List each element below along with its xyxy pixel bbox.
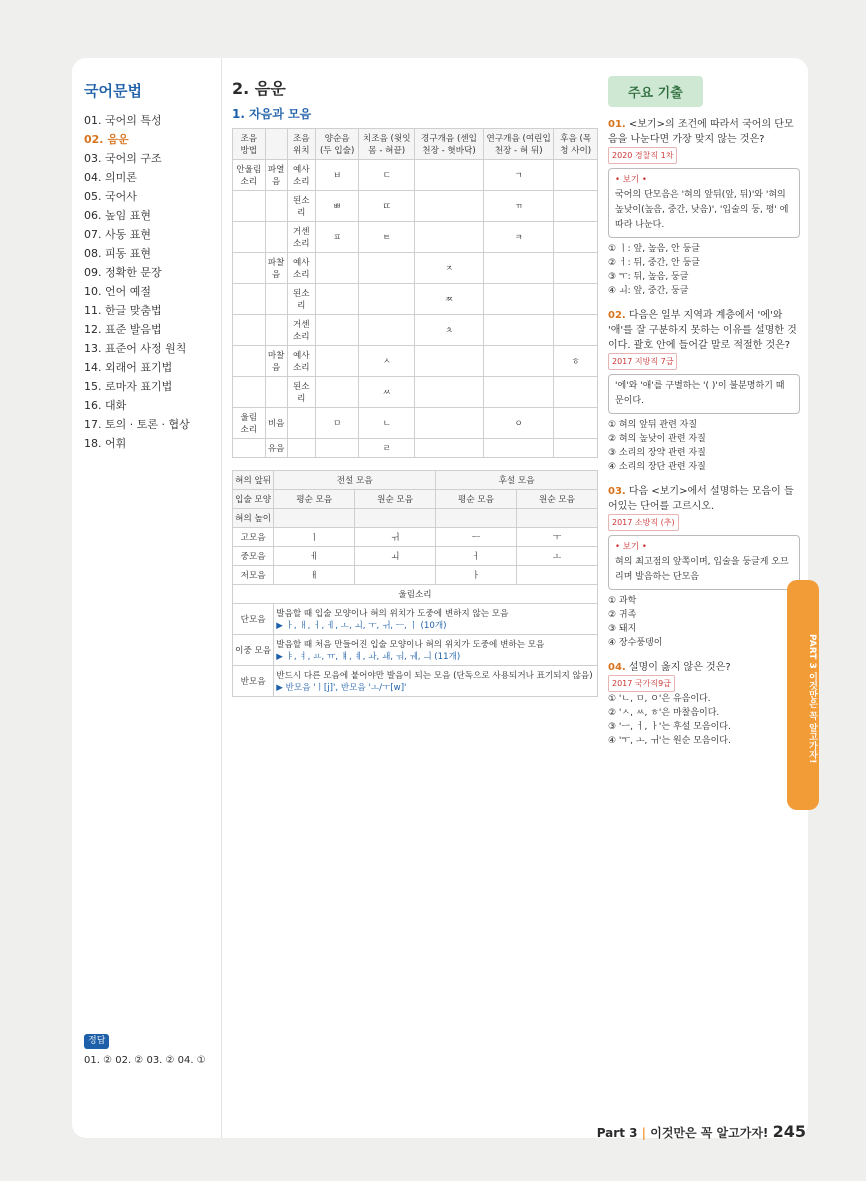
- question-text: <보기>의 조건에 따라서 국어의 단모음을 나눈다면 가장 맞지 않는 것은?: [608, 119, 794, 145]
- method-cell: [265, 191, 287, 222]
- page-number: 245: [772, 1122, 806, 1141]
- consonant-table: [232, 128, 598, 458]
- group-cell: [233, 346, 266, 377]
- type-cell: 예사소리: [287, 253, 315, 284]
- consonant-cell: [415, 377, 484, 408]
- vowel-type-note: ▶ ㅑ, ㅕ, ㅛ, ㅠ, ㅒ, ㅖ, ㅘ, ㅙ, ㅝ, ㅞ, ㅢ (11개): [276, 652, 461, 662]
- type-cell: [287, 439, 315, 458]
- page: [72, 58, 808, 1138]
- consonant-cell: [315, 346, 359, 377]
- vowel-cell: ㅗ: [516, 547, 597, 566]
- method-cell: [265, 284, 287, 315]
- sidebar-item[interactable]: 05. 국어사: [84, 190, 137, 203]
- header-cell: [516, 509, 597, 528]
- example-text: 국어의 단모음은 '혀의 앞뒤(앞, 뒤)'와 '혀의 높낮이(높음, 중간, 낮음)', '입술의 둥, 평' 에 따라 나눈다.: [615, 190, 789, 230]
- option[interactable]: ② ㅓ: 뒤, 중간, 안 둥글: [608, 258, 700, 268]
- question-number: 01.: [608, 119, 626, 130]
- header-cell: 원순 모음: [516, 490, 597, 509]
- option[interactable]: ④ 'ㅜ, ㅗ, ㅟ'는 원순 모음이다.: [608, 736, 731, 746]
- consonant-row: [233, 439, 598, 458]
- vowel-type-row: [233, 666, 598, 697]
- option[interactable]: ① 과학: [608, 596, 637, 606]
- example-text: '에'와 '애'를 구별하는 '( )'이 불분명하기 때문이다.: [615, 381, 785, 406]
- consonant-row: [233, 191, 598, 222]
- vowel-group-row: [233, 585, 598, 604]
- answer-box: [84, 1033, 210, 1068]
- consonant-cell: ㄱ: [483, 160, 553, 191]
- header-cell: 전설 모음: [274, 471, 436, 490]
- method-cell: 파열음: [265, 160, 287, 191]
- sidebar-item[interactable]: 03. 국어의 구조: [84, 152, 162, 165]
- consonant-cell: ㅌ: [359, 222, 415, 253]
- example-box: [608, 374, 800, 414]
- consonant-cell: [315, 439, 359, 458]
- type-cell: 예사소리: [287, 346, 315, 377]
- consonant-cell: [415, 408, 484, 439]
- consonant-cell: [315, 253, 359, 284]
- consonant-cell: [483, 377, 553, 408]
- question: [608, 308, 800, 474]
- question: [608, 117, 800, 298]
- option[interactable]: ③ ㅜ: 뒤, 높음, 둥글: [608, 272, 689, 282]
- options: [608, 418, 800, 474]
- example-label: • 보기 •: [615, 542, 647, 552]
- vowel-cell: ㅡ: [436, 528, 517, 547]
- consonant-cell: [554, 191, 598, 222]
- sidebar-item[interactable]: 14. 외래어 표기법: [84, 361, 173, 374]
- type-cell: [287, 408, 315, 439]
- footer-separator: |: [641, 1126, 647, 1140]
- footer-title: 이것만은 꼭 알고가자!: [650, 1126, 769, 1140]
- vowel-type-desc: [274, 604, 598, 635]
- consonant-cell: [315, 284, 359, 315]
- section-title: 2. 음운: [232, 79, 286, 98]
- consonant-cell: [554, 439, 598, 458]
- method-cell: 파찰음: [265, 253, 287, 284]
- consonant-cell: [554, 160, 598, 191]
- consonant-cell: [483, 439, 553, 458]
- header-cell: 원순 모음: [355, 490, 436, 509]
- consonant-row: [233, 346, 598, 377]
- vowel-type-name: 이중 모음: [233, 635, 274, 666]
- example-text: 혀의 최고점의 앞쪽이며, 입술을 둥글게 오므리며 발음하는 단모음: [615, 557, 789, 582]
- consonant-cell: ㅇ: [483, 408, 553, 439]
- consonant-row: [233, 253, 598, 284]
- consonant-cell: [483, 346, 553, 377]
- header-cell: [355, 509, 436, 528]
- question-number: 03.: [608, 486, 626, 497]
- sidebar-item[interactable]: 04. 의미론: [84, 171, 137, 184]
- header-cell: [274, 509, 355, 528]
- header-cell: [265, 129, 287, 160]
- option[interactable]: ① 'ㄴ, ㅁ, ㅇ'은 유음이다.: [608, 694, 711, 704]
- method-cell: [265, 315, 287, 346]
- option[interactable]: ③ 'ㅡ, ㅓ, ㅏ'는 후설 모음이다.: [608, 722, 731, 732]
- exam-tag: 2017 국가직9급: [608, 675, 675, 692]
- method-cell: 유음: [265, 439, 287, 458]
- group-cell: [233, 191, 266, 222]
- consonant-cell: ㄴ: [359, 408, 415, 439]
- sidebar-item[interactable]: 02. 음운: [84, 133, 129, 146]
- group-cell: 안울림 소리: [233, 160, 266, 191]
- consonant-row: [233, 315, 598, 346]
- option[interactable]: ③ 돼지: [608, 624, 637, 634]
- sidebar-item[interactable]: 12. 표준 발음법: [84, 323, 162, 336]
- header-cell: 조음 위치: [287, 129, 315, 160]
- header-cell: [436, 509, 517, 528]
- method-cell: [265, 377, 287, 408]
- sidebar-item[interactable]: 06. 높임 표현: [84, 209, 151, 222]
- example-box: [608, 535, 800, 590]
- vowel-type-row: [233, 604, 598, 635]
- header-cell: 후음 (목청 사이): [554, 129, 598, 160]
- question-head: [608, 484, 800, 514]
- vowel-height-cell: 중모음: [233, 547, 274, 566]
- consonant-cell: [483, 284, 553, 315]
- consonant-cell: ㄹ: [359, 439, 415, 458]
- option[interactable]: ① 혀의 앞뒤 관련 자질: [608, 420, 698, 430]
- vowel-type-desc: [274, 635, 598, 666]
- vowel-type-text: 발음할 때 처음 만들어진 입술 모양이나 혀의 위치가 도중에 변하는 모음: [276, 640, 545, 650]
- vowel-cell: ㅣ: [274, 528, 355, 547]
- options: [608, 594, 800, 650]
- vowel-height-cell: 고모음: [233, 528, 274, 547]
- header-cell: 양순음 (두 입술): [315, 129, 359, 160]
- sidebar-item[interactable]: 07. 사동 표현: [84, 228, 151, 241]
- consonant-cell: ㅉ: [415, 284, 484, 315]
- question-text: 다음은 일부 지역과 계층에서 '에'와 '애'를 잘 구분하지 못하는 이유를 설명한 것이다. 괄호 안에 들어갈 말로 적절한 것은?: [608, 310, 797, 351]
- vowel-cell: [355, 566, 436, 585]
- sidebar-item[interactable]: 18. 어휘: [84, 437, 127, 450]
- consonant-cell: [554, 284, 598, 315]
- type-cell: 된소리: [287, 377, 315, 408]
- vowel-cell: ㅟ: [355, 528, 436, 547]
- group-cell: [233, 439, 266, 458]
- consonant-cell: [359, 253, 415, 284]
- vowel-table: [232, 470, 598, 697]
- consonant-cell: [415, 439, 484, 458]
- option[interactable]: ① ㅣ: 앞, 높음, 안 둥글: [608, 244, 700, 254]
- consonant-cell: ㄸ: [359, 191, 415, 222]
- group-cell: 울림소리: [233, 585, 598, 604]
- consonant-cell: ㅆ: [359, 377, 415, 408]
- question-number: 02.: [608, 310, 626, 321]
- consonant-row: [233, 222, 598, 253]
- consonant-cell: ㅅ: [359, 346, 415, 377]
- consonant-cell: [315, 315, 359, 346]
- header-cell: 평순 모음: [436, 490, 517, 509]
- type-cell: 거센소리: [287, 222, 315, 253]
- sidebar: [72, 58, 222, 1138]
- consonant-cell: [483, 315, 553, 346]
- sidebar-item[interactable]: 17. 토의 · 토론 · 협상: [84, 418, 190, 431]
- sidebar-title: 국어문법: [84, 82, 142, 100]
- group-cell: [233, 253, 266, 284]
- question-list: [608, 117, 800, 748]
- vowel-cell: ㅚ: [355, 547, 436, 566]
- consonant-cell: ㅂ: [315, 160, 359, 191]
- sidebar-list: [84, 111, 209, 453]
- footer: [597, 1122, 806, 1141]
- consonant-cell: ㄷ: [359, 160, 415, 191]
- group-cell: 울림 소리: [233, 408, 266, 439]
- answer-text: 01. ② 02. ② 03. ② 04. ①: [84, 1055, 206, 1066]
- consonant-cell: ㅍ: [315, 222, 359, 253]
- vowel-type-name: 반모음: [233, 666, 274, 697]
- consonant-cell: [554, 253, 598, 284]
- consonant-header-row: [233, 129, 598, 160]
- question-text: 설명이 옳지 않은 것은?: [625, 662, 731, 673]
- vowel-height-cell: 저모음: [233, 566, 274, 585]
- exam-tag: 2017 소방직 (추): [608, 514, 679, 531]
- question-head: [608, 660, 800, 675]
- exam-panel: [608, 76, 800, 758]
- vowel-height-row: [233, 509, 598, 528]
- header-cell: 후설 모음: [436, 471, 598, 490]
- method-cell: 비음: [265, 408, 287, 439]
- side-tab: PART 3 이것만은 꼭 알고가자!: [787, 580, 819, 810]
- consonant-cell: ㅋ: [483, 222, 553, 253]
- header-cell: 평순 모음: [274, 490, 355, 509]
- exam-tag: 2017 지방직 7급: [608, 353, 677, 370]
- header-cell: 혀의 앞뒤: [233, 471, 274, 490]
- method-cell: 마찰음: [265, 346, 287, 377]
- type-cell: 된소리: [287, 191, 315, 222]
- consonant-cell: [554, 222, 598, 253]
- header-cell: 경구개음 (센입천장 - 혓바닥): [415, 129, 484, 160]
- vowel-cell: [516, 566, 597, 585]
- consonant-cell: [415, 160, 484, 191]
- sidebar-item[interactable]: 09. 정확한 문장: [84, 266, 162, 279]
- vowel-type-row: [233, 635, 598, 666]
- subsection-title: 1. 자음과 모음: [232, 107, 312, 121]
- question-number: 04.: [608, 662, 626, 673]
- consonant-cell: ㅈ: [415, 253, 484, 284]
- header-cell: 입술 모양: [233, 490, 274, 509]
- sidebar-item[interactable]: 10. 언어 예절: [84, 285, 151, 298]
- group-cell: [233, 284, 266, 315]
- vowel-type-desc: [274, 666, 598, 697]
- exam-badge: 주요 기출: [608, 76, 703, 107]
- option[interactable]: ④ 장수풍뎅이: [608, 638, 663, 648]
- header-cell: 혀의 높이: [233, 509, 274, 528]
- consonant-cell: ㅁ: [315, 408, 359, 439]
- consonant-row: [233, 284, 598, 315]
- vowel-cell: ㅓ: [436, 547, 517, 566]
- vowel-cell: ㅏ: [436, 566, 517, 585]
- vowel-subheader-row: [233, 490, 598, 509]
- consonant-cell: [483, 253, 553, 284]
- consonant-cell: ㄲ: [483, 191, 553, 222]
- question-head: [608, 308, 800, 353]
- consonant-cell: [554, 315, 598, 346]
- example-label: • 보기 •: [615, 175, 647, 185]
- vowel-type-text: 반드시 다른 모음에 붙어야만 발음이 되는 모음 (단독으로 사용되거나 표기되지 않음): [276, 671, 593, 681]
- group-cell: [233, 222, 266, 253]
- consonant-row: [233, 408, 598, 439]
- option[interactable]: ② 'ㅅ, ㅆ, ㅎ'은 마찰음이다.: [608, 708, 720, 718]
- vowel-cell: ㅜ: [516, 528, 597, 547]
- sidebar-item[interactable]: 08. 피동 표현: [84, 247, 151, 260]
- vowel-header-row: [233, 471, 598, 490]
- vowel-type-note: ▶ 반모음 'ㅣ[j]', 반모음 'ㅗ/ㅜ[w]': [276, 683, 407, 693]
- type-cell: 된소리: [287, 284, 315, 315]
- options: [608, 242, 800, 298]
- vowel-cell: ㅔ: [274, 547, 355, 566]
- sidebar-item[interactable]: 11. 한글 맞춤법: [84, 304, 162, 317]
- vowel-cell: ㅐ: [274, 566, 355, 585]
- vowel-type-text: 발음할 때 입술 모양이나 혀의 위치가 도중에 변하지 않는 모음: [276, 609, 509, 619]
- consonant-cell: [359, 315, 415, 346]
- group-cell: [233, 377, 266, 408]
- exam-tag: 2020 경찰직 1차: [608, 147, 677, 164]
- consonant-cell: [415, 222, 484, 253]
- consonant-cell: ㅎ: [554, 346, 598, 377]
- type-cell: 예사소리: [287, 160, 315, 191]
- sidebar-item[interactable]: 15. 로마자 표기법: [84, 380, 173, 393]
- header-cell: 치조음 (윗잇몸 - 혀끝): [359, 129, 415, 160]
- vowel-row: [233, 528, 598, 547]
- example-box: [608, 168, 800, 238]
- main-content: [232, 76, 598, 697]
- consonant-cell: [315, 377, 359, 408]
- header-cell: 연구개음 (여린입천장 - 혀 뒤): [483, 129, 553, 160]
- question: [608, 484, 800, 650]
- consonant-cell: ㅊ: [415, 315, 484, 346]
- vowel-row: [233, 547, 598, 566]
- option[interactable]: ② 귀족: [608, 610, 637, 620]
- vowel-row: [233, 566, 598, 585]
- sidebar-item[interactable]: 16. 대화: [84, 399, 127, 412]
- option[interactable]: ④ ㅚ: 앞, 중간, 둥글: [608, 286, 689, 296]
- consonant-cell: [415, 191, 484, 222]
- header-cell: 조음 방법: [233, 129, 266, 160]
- vowel-type-note: ▶ ㅏ, ㅐ, ㅓ, ㅔ, ㅗ, ㅚ, ㅜ, ㅟ, ㅡ, ㅣ (10개): [276, 621, 447, 631]
- group-cell: [233, 315, 266, 346]
- consonant-row: [233, 377, 598, 408]
- sidebar-item[interactable]: 01. 국어의 특성: [84, 114, 162, 127]
- question-text: 다음 <보기>에서 설명하는 모음이 들어있는 단어를 고르시오.: [608, 486, 794, 512]
- sidebar-item[interactable]: 13. 표준어 사정 원칙: [84, 342, 187, 355]
- type-cell: 거센소리: [287, 315, 315, 346]
- consonant-row: [233, 160, 598, 191]
- question-head: [608, 117, 800, 147]
- vowel-type-name: 단모음: [233, 604, 274, 635]
- consonant-cell: ㅃ: [315, 191, 359, 222]
- consonant-cell: [359, 284, 415, 315]
- consonant-cell: [415, 346, 484, 377]
- consonant-cell: [554, 377, 598, 408]
- options: [608, 692, 800, 748]
- footer-part: Part 3: [596, 1126, 638, 1140]
- answer-label: 정답: [84, 1034, 109, 1049]
- method-cell: [265, 222, 287, 253]
- option[interactable]: ④ 소리의 장단 관련 자질: [608, 462, 706, 472]
- consonant-cell: [554, 408, 598, 439]
- option[interactable]: ③ 소리의 장약 관련 자질: [608, 448, 706, 458]
- question: [608, 660, 800, 748]
- option[interactable]: ② 혀의 높낮이 관련 자질: [608, 434, 706, 444]
